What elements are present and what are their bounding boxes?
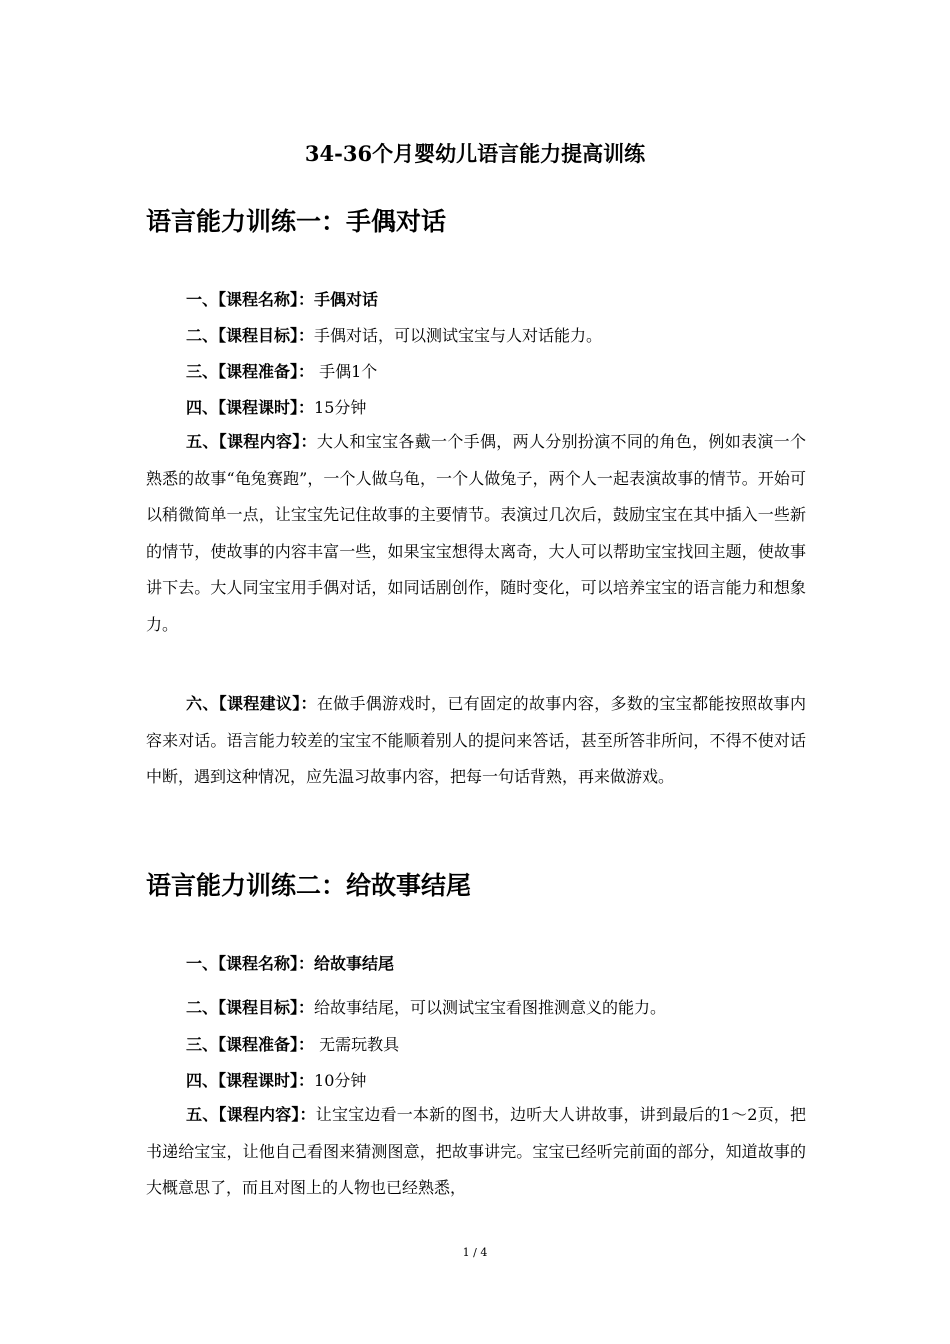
paragraph-text: 在做手偶游戏时，已有固定的故事内容，多数的宝宝都能按照故事内容来对话。语言能力较差的宝宝不能顺着别人的提问来答话，甚至所答非所问，不得不使对话中断，遇到这种情况，应先温习故事内容，把每一句话背熟，再来做游戏。 bbox=[146, 694, 806, 786]
section-heading-2: 语言能力训练二：给故事结尾 bbox=[146, 871, 472, 900]
field-label: 三、【课程准备】： bbox=[186, 362, 315, 381]
course-name-field bbox=[186, 288, 378, 312]
course-duration-field bbox=[186, 396, 366, 420]
course-goal-field bbox=[186, 324, 602, 348]
field-value: 15分钟 bbox=[314, 398, 367, 417]
course-duration-field bbox=[186, 1069, 366, 1093]
course-name-field bbox=[186, 952, 394, 976]
field-label: 五、【课程内容】： bbox=[186, 432, 317, 451]
course-content-paragraph bbox=[146, 424, 806, 643]
course-advice-paragraph bbox=[146, 686, 806, 796]
field-label: 六、【课程建议】： bbox=[186, 694, 317, 713]
field-label: 一、【课程名称】： bbox=[186, 954, 315, 973]
course-prep-field bbox=[186, 360, 377, 384]
course-goal-field bbox=[186, 996, 666, 1020]
field-label: 一、【课程名称】： bbox=[186, 290, 315, 309]
course-content-paragraph bbox=[146, 1097, 806, 1207]
field-label: 二、【课程目标】： bbox=[186, 998, 315, 1017]
page-title: 34-36个月婴幼儿语言能力提高训练 bbox=[304, 141, 646, 166]
field-label: 二、【课程目标】： bbox=[186, 326, 315, 345]
section-heading-1: 语言能力训练一：手偶对话 bbox=[146, 207, 447, 236]
field-value: 手偶对话，可以测试宝宝与人对话能力。 bbox=[314, 326, 603, 345]
course-prep-field bbox=[186, 1033, 399, 1057]
field-label: 四、【课程课时】： bbox=[186, 1071, 315, 1090]
field-label: 五、【课程内容】： bbox=[186, 1105, 316, 1124]
paragraph-text: 让宝宝边看一本新的图书，边听大人讲故事，讲到最后的1～2页，把书递给宝宝，让他自己看图来猜测图意，把故事讲完。宝宝已经听完前面的部分，知道故事的大概意思了，而且对图上的人物也已经熟悉， bbox=[146, 1105, 806, 1197]
paragraph-text: 大人和宝宝各戴一个手偶，两人分别扮演不同的角色，例如表演一个熟悉的故事“龟兔赛跑”，一个人做乌龟，一个人做兔子，两个人一起表演故事的情节。开始可以稍微简单一点，让宝宝先记住故事的主要情节。表演过几次后，鼓励宝宝在其中插入一些新的情节，使故事的内容丰富一些，如果宝宝想得太离奇，大人可以帮助宝宝找回主题，使故事讲下去。大人同宝宝用手偶对话，如同话剧创作，随时变化，可以培养宝宝的语言能力和想象力。 bbox=[146, 432, 806, 634]
field-value: 给故事结尾，可以测试宝宝看图推测意义的能力。 bbox=[314, 998, 667, 1017]
field-value: 手偶1个 bbox=[314, 362, 378, 381]
field-value: 无需玩教具 bbox=[314, 1035, 400, 1054]
page-number: 1 / 4 bbox=[462, 1246, 488, 1259]
field-label: 三、【课程准备】： bbox=[186, 1035, 315, 1054]
field-value: 给故事结尾 bbox=[314, 954, 395, 973]
field-value: 10分钟 bbox=[314, 1071, 367, 1090]
field-label: 四、【课程课时】： bbox=[186, 398, 315, 417]
field-value: 手偶对话 bbox=[314, 290, 379, 309]
